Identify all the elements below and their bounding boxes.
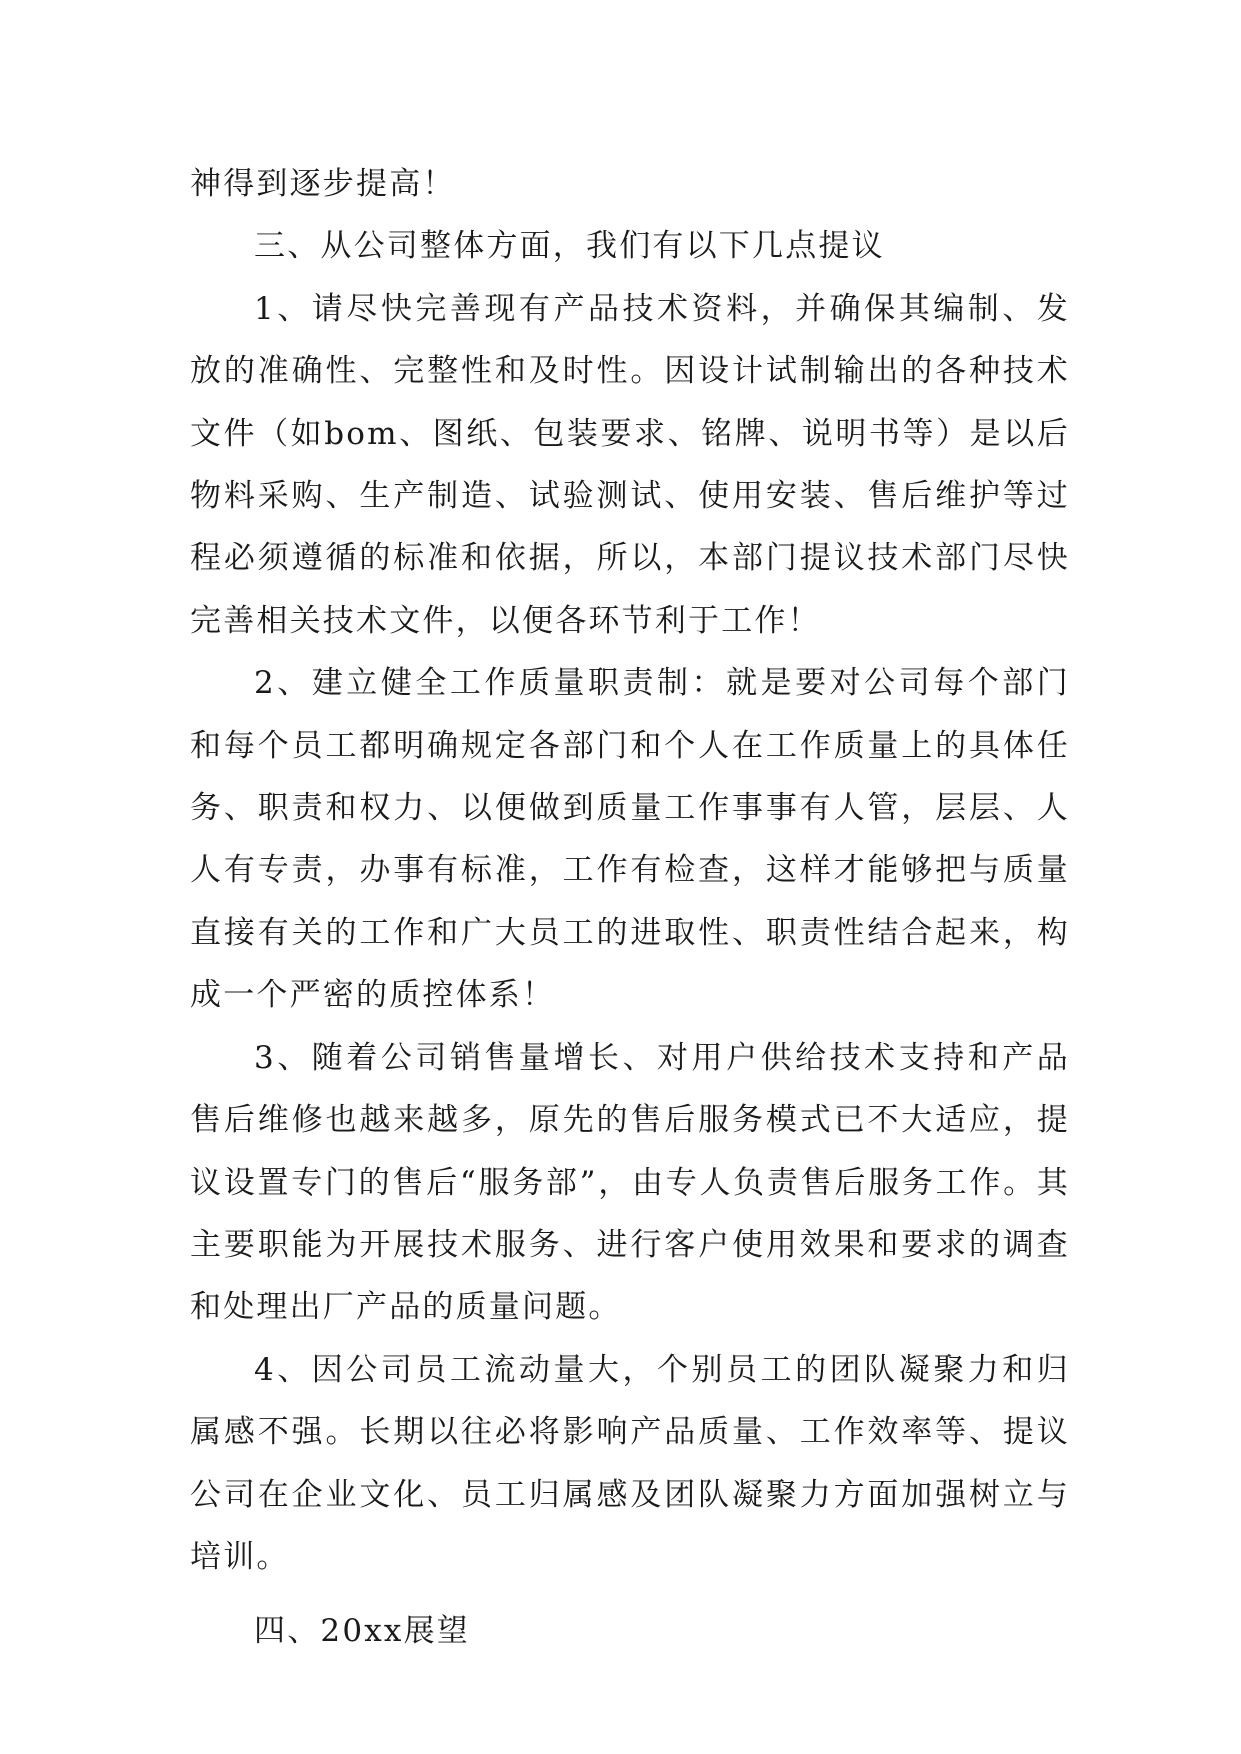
paragraph-suggestion-2: 2、建立健全工作质量职责制：就是要对公司每个部门和每个员工都明确规定各部门和个人在工作质量上的具体任务、职责和权力、以便做到质量工作事事有人管，层层、人人有专责，办事有标准，工作有检查，这样才能够把与质量直接有关的工作和广大员工的进取性、职责性结合起来，构成一个严密的质控体系！ [190,665,1070,1014]
section-heading-four: 四、20xx展望 [254,1613,471,1650]
paragraph-suggestion-1: 1、请尽快完善现有产品技术资料，并确保其编制、发放的准确性、完整性和及时性。因设计试制输出的各种技术文件（如bom、图纸、包装要求、铭牌、说明书等）是以后物料采购、生产制造、试验测试、使用安装、售后维护等过程必须遵循的标准和依据，所以，本部门提议技术部门尽快完善相关技术文件，以便各环节利于工作！ [190,290,1070,639]
paragraph-gap [190,1588,1070,1600]
document-body [190,153,1070,1663]
paragraph-continuation: 神得到逐步提高！ [190,166,456,202]
paragraph-suggestion-4: 4、因公司员工流动量大，个别员工的团队凝聚力和归属感不强。长期以往必将影响产品质量、工作效率等、提议公司在企业文化、员工归属感及团队凝聚力方面加强树立与培训。 [190,1351,1070,1575]
paragraph-suggestion-3: 3、随着公司销售量增长、对用户供给技术支持和产品售后维修也越来越多，原先的售后服务模式已不大适应，提议设置专门的售后“服务部”，由专人负责售后服务工作。其主要职能为开展技术服务、进行客户使用效果和要求的调查和处理出厂产品的质量问题。 [190,1039,1070,1326]
section-heading-three: 三、从公司整体方面，我们有以下几点提议 [254,228,885,265]
